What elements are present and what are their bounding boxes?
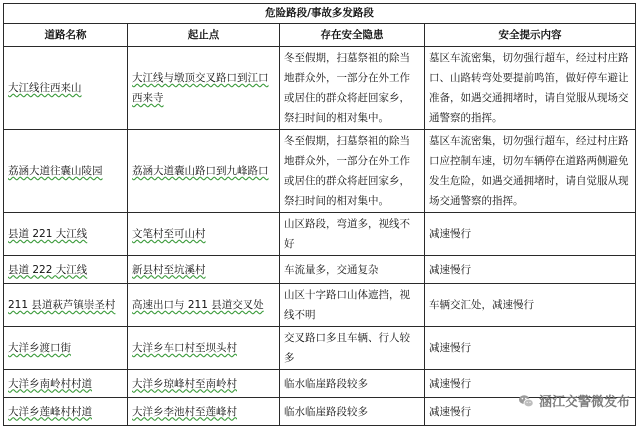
table-row	[4, 130, 636, 213]
road-name: 县道 222 大江线	[4, 256, 128, 284]
road-range: 荔涵大道囊山路口到九峰路口	[128, 130, 280, 213]
wechat-icon	[518, 393, 534, 409]
wechat-watermark	[518, 391, 630, 410]
table-title: 危险路段/事故多发路段	[4, 4, 636, 24]
safety-tip: 减速慢行	[425, 398, 636, 426]
road-name: 荔涵大道往囊山陵园	[4, 130, 128, 213]
safety-tip: 墓区车流密集，切勿强行超车，经过村庄路口、山路转弯处要提前鸣笛，做好停车避让准备，如遇交通拥堵时，请自觉服从现场交通警察的指挥。	[425, 47, 636, 130]
road-range: 大江线与墩顶交叉路口到江口西来寺	[128, 47, 280, 130]
road-hazard: 冬至假期，扫墓祭祖的除当地群众外，一部分在外工作或居住的群众将赶回家乡，祭扫时间的相对集中。	[280, 47, 425, 130]
header-row	[4, 24, 636, 47]
road-name: 大江线往西来山	[4, 47, 128, 130]
watermark-text: 涵江交警微发布	[538, 395, 630, 410]
hazard-road-table	[3, 3, 636, 426]
header-hazard: 存在安全隐患	[280, 24, 425, 47]
road-range: 大洋乡车口村至坝头村	[128, 327, 280, 370]
table-row	[4, 256, 636, 284]
road-range: 文笔村至可山村	[128, 213, 280, 256]
header-road: 道路名称	[4, 24, 128, 47]
road-name: 大洋乡南岭村村道	[4, 370, 128, 398]
road-hazard: 山区十字路口山体遮挡，视线不明	[280, 284, 425, 327]
road-range: 大洋乡李池村至莲峰村	[128, 398, 280, 426]
safety-tip: 减速慢行	[425, 256, 636, 284]
road-name: 县道 221 大江线	[4, 213, 128, 256]
safety-tip: 减速慢行	[425, 213, 636, 256]
safety-tip: 减速慢行	[425, 370, 636, 398]
road-hazard: 临水临崖路段较多	[280, 398, 425, 426]
road-range: 高速出口与 211 县道交叉处	[128, 284, 280, 327]
road-hazard: 车流量多，交通复杂	[280, 256, 425, 284]
road-hazard: 冬至假期，扫墓祭祖的除当地群众外，一部分在外工作或居住的群众将赶回家乡，祭扫时间的相对集中。	[280, 130, 425, 213]
safety-tip: 车辆交汇处，减速慢行	[425, 284, 636, 327]
table-row	[4, 47, 636, 130]
road-range: 大洋乡琼峰村至南岭村	[128, 370, 280, 398]
road-range: 新县村至坑溪村	[128, 256, 280, 284]
road-hazard: 临水临崖路段较多	[280, 370, 425, 398]
table-row	[4, 327, 636, 370]
table-row	[4, 213, 636, 256]
safety-tip: 墓区车流密集，切勿强行超车，经过村庄路口应控制车速，切勿车辆停在道路两侧避免发生危险，如遇交通拥堵时，请自觉服从现场交通警察的指挥。	[425, 130, 636, 213]
road-name: 大洋乡莲峰村村道	[4, 398, 128, 426]
table-row	[4, 284, 636, 327]
header-tip: 安全提示内容	[425, 24, 636, 47]
road-name: 211 县道萩芦镇崇圣村	[4, 284, 128, 327]
header-range: 起止点	[128, 24, 280, 47]
safety-tip: 减速慢行	[425, 327, 636, 370]
road-name: 大洋乡渡口街	[4, 327, 128, 370]
road-hazard: 交叉路口多且车辆、行人较多	[280, 327, 425, 370]
road-hazard: 山区路段，弯道多，视线不好	[280, 213, 425, 256]
